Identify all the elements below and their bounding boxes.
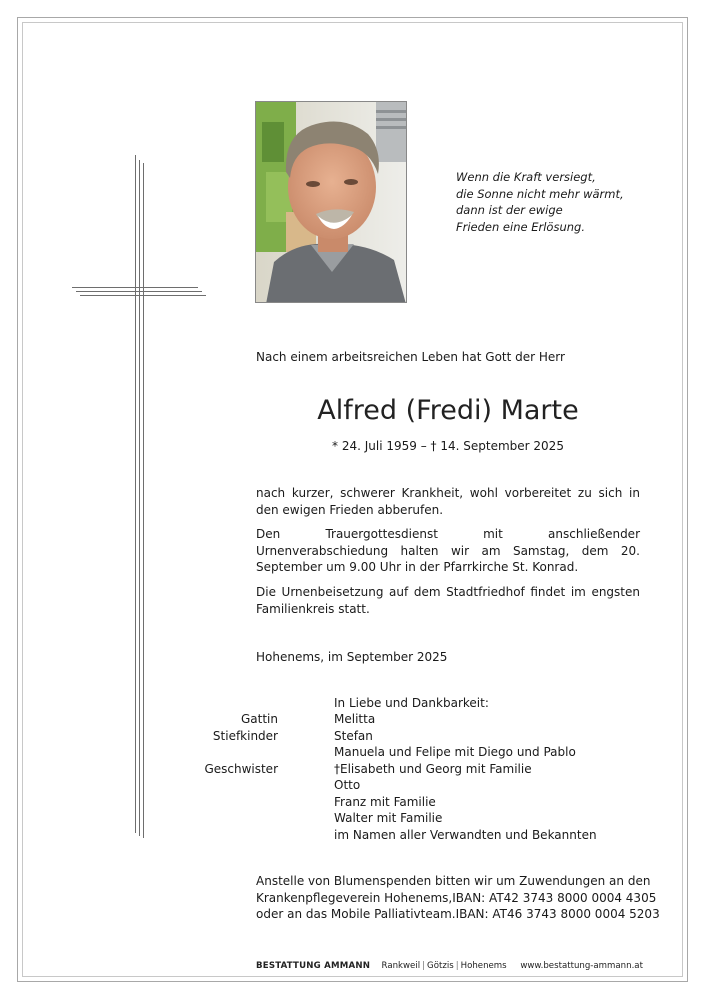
place-date: Hohenems, im September 2025 bbox=[256, 650, 448, 664]
family-row bbox=[150, 827, 650, 844]
family-row bbox=[150, 761, 650, 778]
deceased-name: Alfred (Fredi) Marte bbox=[317, 395, 579, 426]
family-name: Stefan bbox=[334, 728, 373, 743]
family-name: Franz mit Familie bbox=[334, 794, 436, 809]
paragraph-service: Den Trauergottesdienst mit anschließender Urnenverabschiedung halten wir am Samstag, dem 20. September um 9.00 Uhr in der Pfarrkirche St. Konrad. bbox=[256, 527, 640, 574]
paragraph-burial: Die Urnenbeisetzung auf dem Stadtfriedhof findet im engsten Familienkreis statt. bbox=[256, 585, 640, 616]
footer-location: Hohenems bbox=[460, 961, 507, 971]
family-row bbox=[150, 794, 650, 811]
family-relation: Gattin bbox=[240, 712, 278, 726]
family-name: Walter mit Familie bbox=[334, 811, 443, 825]
footer-brand-b: AMMANN bbox=[324, 961, 371, 971]
family-relation: Geschwister bbox=[204, 761, 278, 776]
footer-brand bbox=[256, 961, 373, 971]
poem bbox=[456, 169, 624, 235]
iban-group bbox=[456, 906, 660, 923]
family-row bbox=[150, 810, 650, 827]
intro-text: Nach einem arbeitsreichen Leben hat Gott der Herr bbox=[256, 350, 565, 364]
donation-line bbox=[256, 890, 657, 907]
family-row bbox=[150, 711, 650, 728]
donation-recipient: Krankenpflegeverein Hohenems, bbox=[256, 890, 453, 905]
iban-label: IBAN: bbox=[452, 890, 486, 905]
donation-note bbox=[256, 873, 660, 923]
iban-group bbox=[452, 890, 656, 907]
donation-line bbox=[256, 906, 660, 923]
poem-line: dann ist der ewige bbox=[456, 203, 563, 217]
donation-text: Anstelle von Blumenspenden bitten wir um Zuwendungen an den bbox=[256, 874, 651, 888]
portrait-photo bbox=[255, 101, 407, 303]
family-relation: Stiefkinder bbox=[212, 728, 278, 743]
iban-value: AT42 3743 8000 0004 4305 bbox=[489, 890, 657, 905]
family-name: Melitta bbox=[334, 712, 376, 726]
poem-line: Frieden eine Erlösung. bbox=[456, 219, 585, 234]
family-name: Manuela und Felipe mit Diego und Pablo bbox=[334, 745, 576, 759]
footer-brand-a: BESTATTUNG bbox=[256, 961, 321, 971]
iban-label: IBAN: bbox=[455, 907, 489, 921]
footer-location: Rankweil bbox=[381, 961, 421, 971]
family-name: im Namen aller Verwandten und Bekannten bbox=[334, 827, 597, 842]
poem-line: Wenn die Kraft versiegt, bbox=[456, 170, 596, 184]
footer-location: Götzis bbox=[427, 961, 454, 971]
life-dates: * 24. Juli 1959 – † 14. September 2025 bbox=[332, 439, 564, 453]
donation-line bbox=[256, 873, 651, 890]
poem-line: die Sonne nicht mehr wärmt, bbox=[456, 186, 624, 201]
family-row bbox=[150, 744, 650, 761]
family-name: †Elisabeth und Georg mit Familie bbox=[334, 761, 532, 776]
paragraph-death: nach kurzer, schwerer Krankheit, wohl vorbereitet zu sich in den ewigen Frieden abberufen. bbox=[256, 486, 640, 517]
footer-website-link[interactable]: www.bestattung-ammann.at bbox=[520, 961, 643, 971]
signature-intro: In Liebe und Dankbarkeit: bbox=[334, 696, 489, 710]
donation-recipient: oder an das Mobile Palliativteam. bbox=[256, 907, 456, 921]
family-name: Otto bbox=[334, 778, 361, 792]
iban-value: AT46 3743 8000 0004 5203 bbox=[492, 907, 660, 921]
footer: BESTATTUNG AMMANN Rankweil | Götzis | Hohenems www.bestattung-ammann.at bbox=[256, 961, 643, 971]
family-row bbox=[150, 777, 650, 794]
family-row bbox=[150, 728, 650, 745]
